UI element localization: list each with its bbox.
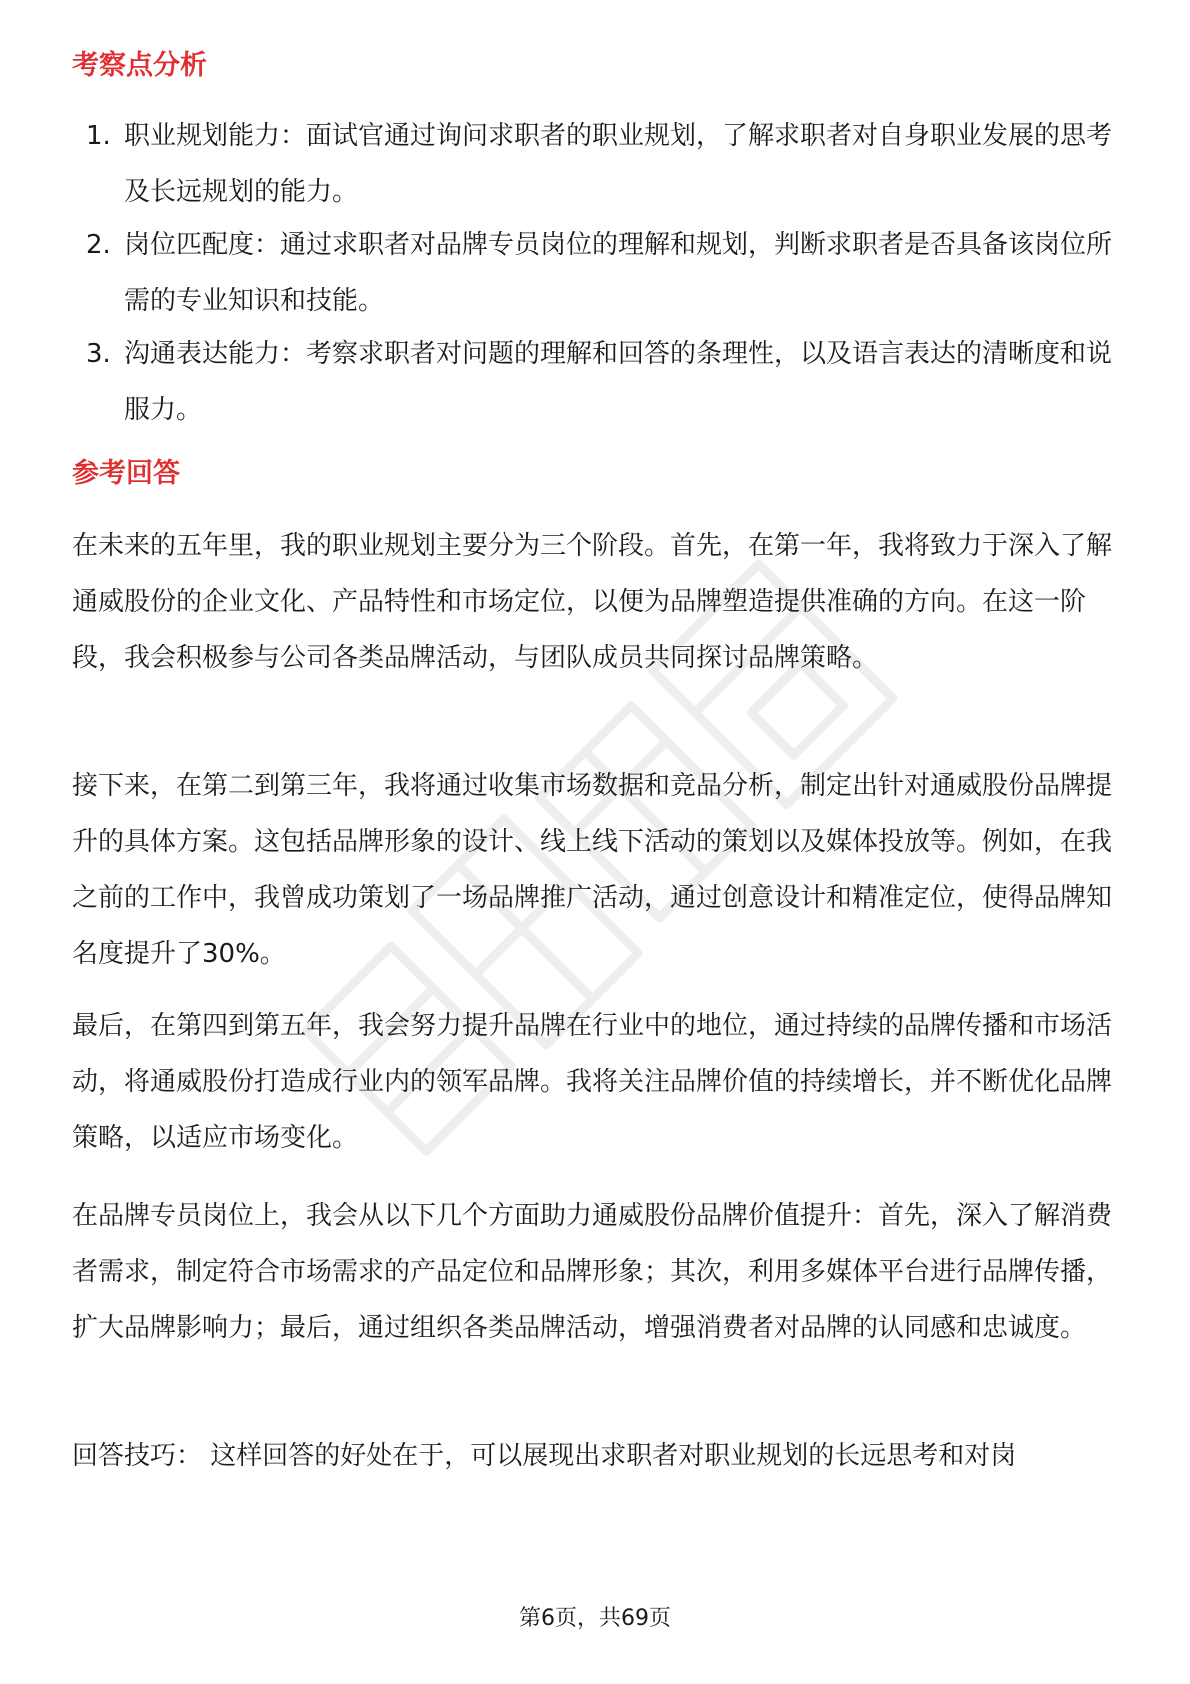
list-item-number: 1.	[86, 121, 111, 151]
page-number-footer: 第6页，共69页	[519, 1606, 671, 1631]
list-item-text: 沟通表达能力：考察求职者对问题的理解和回答的条理性，以及语言表达的清晰度和说服力。	[124, 339, 1113, 425]
list-item-text: 岗位匹配度：通过求职者对品牌专员岗位的理解和规划，判断求职者是否具备该岗位所需的专业知识和技能。	[124, 230, 1113, 316]
section-heading-analysis: 考察点分析	[72, 50, 207, 81]
answer-tips-paragraph: 回答技巧： 这样回答的好处在于，可以展现出求职者对职业规划的长远思考和对岗	[72, 1441, 1017, 1471]
answer-paragraph: 在未来的五年里，我的职业规划主要分为三个阶段。首先，在第一年，我将致力于深入了解通威股份的企业文化、产品特性和市场定位，以便为品牌塑造提供准确的方向。在这一阶段，我会积极参与公司各类品牌活动，与团队成员共同探讨品牌策略。	[72, 531, 1113, 673]
list-item-number: 2.	[86, 230, 111, 260]
list-item-text: 职业规划能力：面试官通过询问求职者的职业规划，了解求职者对自身职业发展的思考及长远规划的能力。	[124, 121, 1113, 207]
list-item-number: 3.	[86, 339, 111, 369]
answer-paragraph: 接下来，在第二到第三年，我将通过收集市场数据和竞品分析，制定出针对通威股份品牌提升的具体方案。这包括品牌形象的设计、线上线下活动的策划以及媒体投放等。例如，在我之前的工作中，我曾成功策划了一场品牌推广活动，通过创意设计和精准定位，使得品牌知名度提升了30%。	[72, 771, 1113, 969]
answer-paragraph: 在品牌专员岗位上，我会从以下几个方面助力通威股份品牌价值提升：首先，深入了解消费者需求，制定符合市场需求的产品定位和品牌形象；其次，利用多媒体平台进行品牌传播，扩大品牌影响力；最后，通过组织各类品牌活动，增强消费者对品牌的认同感和忠诚度。	[72, 1201, 1113, 1343]
answer-paragraph: 最后，在第四到第五年，我会努力提升品牌在行业中的地位，通过持续的品牌传播和市场活动，将通威股份打造成行业内的领军品牌。我将关注品牌价值的持续增长，并不断优化品牌策略，以适应市场变化。	[72, 1011, 1113, 1153]
section-heading-reference-answer: 参考回答	[72, 458, 180, 489]
